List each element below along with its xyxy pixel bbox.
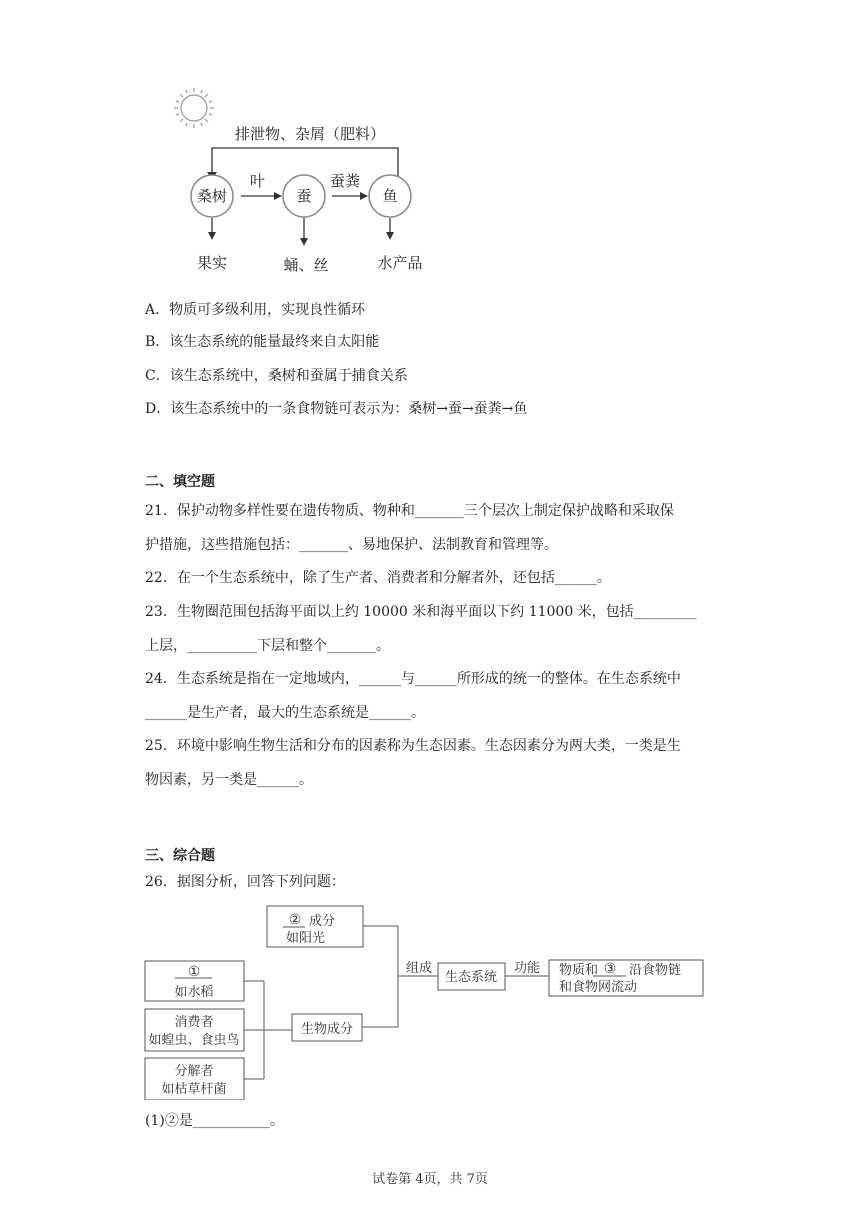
question-26: 26．据图分析，回答下列问题： [145, 874, 345, 890]
node-silkworm [283, 175, 325, 217]
function-mark: ③ [603, 961, 617, 977]
biotic-label: 生物成分 [300, 1022, 354, 1037]
function-text-b: 沿食物链 [629, 963, 682, 978]
svg-text:鱼: 鱼 [382, 187, 398, 205]
output-pupa-silk: 蛹、丝 [283, 256, 329, 274]
decomposer-example: 如枯草杆菌 [161, 1082, 227, 1097]
ecosystem-label: 生态系统 [444, 970, 498, 985]
option-b: B．该生态系统的能量最终来自太阳能 [145, 334, 380, 350]
section-title-comprehensive: 三、综合题 [145, 848, 215, 864]
option-c: C．该生态系统中，桑树和蚕属于捕食关系 [145, 368, 408, 384]
node-mulberry [191, 175, 233, 217]
compose-label: 组成 [405, 961, 433, 976]
page-footer: 试卷第 4页，共 7页 [372, 1172, 488, 1187]
consumer-label: 消费者 [174, 1015, 214, 1030]
producer-mark: ① [187, 964, 201, 980]
question-26-1: (1)②是___________。 [145, 1113, 284, 1129]
node-fish [369, 175, 411, 217]
question-23-line1: 23．生物圈范围包括海平面以上约 10000 米和海平面以下约 11000 米，包括_________ [145, 604, 697, 620]
abiotic-example: 如阳光 [286, 931, 326, 946]
ecosystem-structure-diagram [140, 900, 720, 1100]
function-text-a: 物质和 [559, 963, 599, 978]
producer-example: 如水稻 [174, 985, 214, 1000]
function-text-line2: 和食物网流动 [559, 980, 638, 995]
question-24-line1: 24．生态系统是指在一定地域内，______与______所形成的统一的整体。在生态系统中 [145, 671, 681, 687]
section-title-fill: 二、填空题 [145, 474, 215, 490]
function-label: 功能 [513, 961, 541, 976]
question-25-line1: 25．环境中影响生物生活和分布的因素称为生态因素。生态因素分为两大类，一类是生 [145, 738, 681, 754]
option-a: A．物质可多级利用，实现良性循环 [145, 302, 366, 318]
abiotic-suffix: 成分 [309, 914, 336, 929]
feedback-label: 排泄物、杂屑（肥料） [235, 125, 386, 143]
option-d: D．该生态系统中的一条食物链可表示为：桑树→蚕→蚕粪→鱼 [145, 401, 528, 417]
question-23-line2: 上层，__________下层和整个_______。 [145, 638, 390, 654]
output-aquatic: 水产品 [377, 254, 423, 272]
question-22: 22．在一个生态系统中，除了生产者、消费者和分解者外，还包括______。 [145, 570, 611, 586]
question-21-line2: 护措施，这些措施包括：_______、易地保护、法制教育和管理等。 [145, 537, 558, 553]
svg-text:桑树: 桑树 [196, 187, 228, 205]
arrow-label-feces: 蚕粪 [330, 172, 361, 190]
sun-icon [174, 88, 214, 128]
ecosystem-cycle-diagram [160, 80, 460, 280]
consumer-example: 如蝗虫、食虫鸟 [148, 1033, 240, 1048]
svg-text:蚕: 蚕 [296, 187, 312, 205]
abiotic-mark: ② [288, 912, 302, 928]
arrow-label-leaf: 叶 [250, 172, 266, 190]
question-24-line2: ______是生产者，最大的生态系统是______。 [145, 705, 425, 721]
output-fruit: 果实 [196, 254, 228, 272]
question-25-line2: 物因素，另一类是______。 [145, 772, 313, 788]
decomposer-label: 分解者 [174, 1064, 214, 1079]
question-21-line1: 21．保护动物多样性要在遗传物质、物种和_______三个层次上制定保护战略和采取保 [145, 503, 674, 519]
